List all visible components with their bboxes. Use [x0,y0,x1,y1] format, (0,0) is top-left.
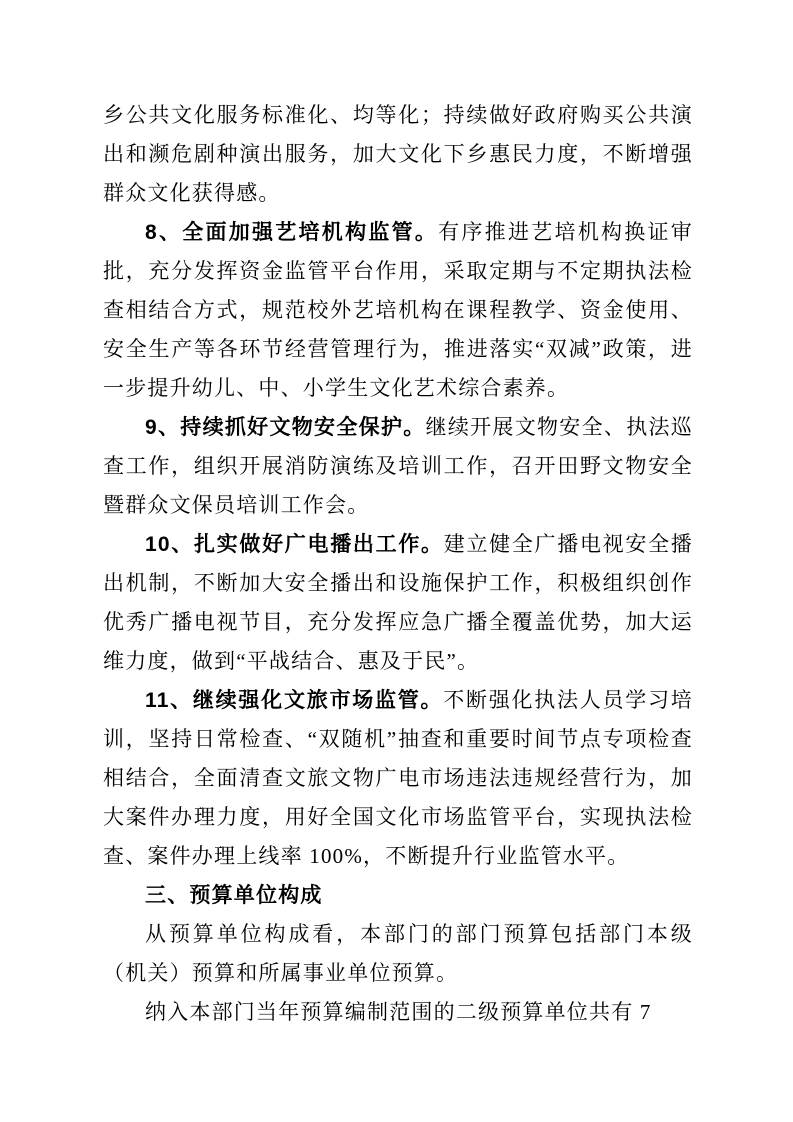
paragraph-item-10 [103,525,693,681]
document-text-block [103,96,693,1032]
paragraph-item-8 [103,213,693,408]
paragraph-text: 继续开展文物安全、执法巡查工作，组织开展消防演练及培训工作，召开田野文物安全暨群众文保员培训工作会。 [103,415,693,517]
paragraph-text: 建立健全广播电视安全播出机制，不断加大安全播出和设施保护工作，积极组织创作优秀广播电视节目，充分发挥应急广播全覆盖优势，加大运维力度，做到“平战结合、惠及于民”。 [103,532,693,673]
paragraph-budget-units [103,993,693,1032]
paragraph-text: 乡公共文化服务标准化、均等化；持续做好政府购买公共演出和濒危剧种演出服务，加大文化下乡惠民力度，不断增强群众文化获得感。 [103,103,693,205]
paragraph-text: 纳入本部门当年预算编制范围的二级预算单位共有 7 [145,1000,652,1024]
paragraph-item-9 [103,408,693,525]
paragraph-continuation [103,96,693,213]
paragraph-text: 从预算单位构成看，本部门的部门预算包括部门本级（机关）预算和所属事业单位预算。 [103,922,693,985]
paragraph-item-11 [103,681,693,876]
paragraph-lead: 10、扎实做好广电播出工作。 [145,533,444,556]
paragraph-budget-composition [103,915,693,993]
paragraph-lead: 9、持续抓好文物安全保护。 [145,416,426,439]
paragraph-text: 有序推进艺培机构换证审批，充分发挥资金监管平台作用，采取定期与不定期执法检查相结合方式，规范校外艺培机构在课程教学、资金使用、安全生产等各环节经营管理行为，推进落实“双减”政策，进一步提升幼儿、中、小学生文化艺术综合素养。 [103,220,693,400]
section-heading: 三、预算单位构成 [145,884,323,907]
paragraph-lead: 11、继续强化文旅市场监管。 [145,689,444,712]
paragraph-text: 不断强化执法人员学习培训，坚持日常检查、“双随机”抽查和重要时间节点专项检查相结合，全面清查文旅文物广电市场违法违规经营行为，加大案件办理力度，用好全国文化市场监管平台，实现执法检查、案件办理上线率 100%，不断提升行业监管水平。 [103,688,693,868]
paragraph-lead: 8、全面加强艺培机构监管。 [145,221,439,244]
